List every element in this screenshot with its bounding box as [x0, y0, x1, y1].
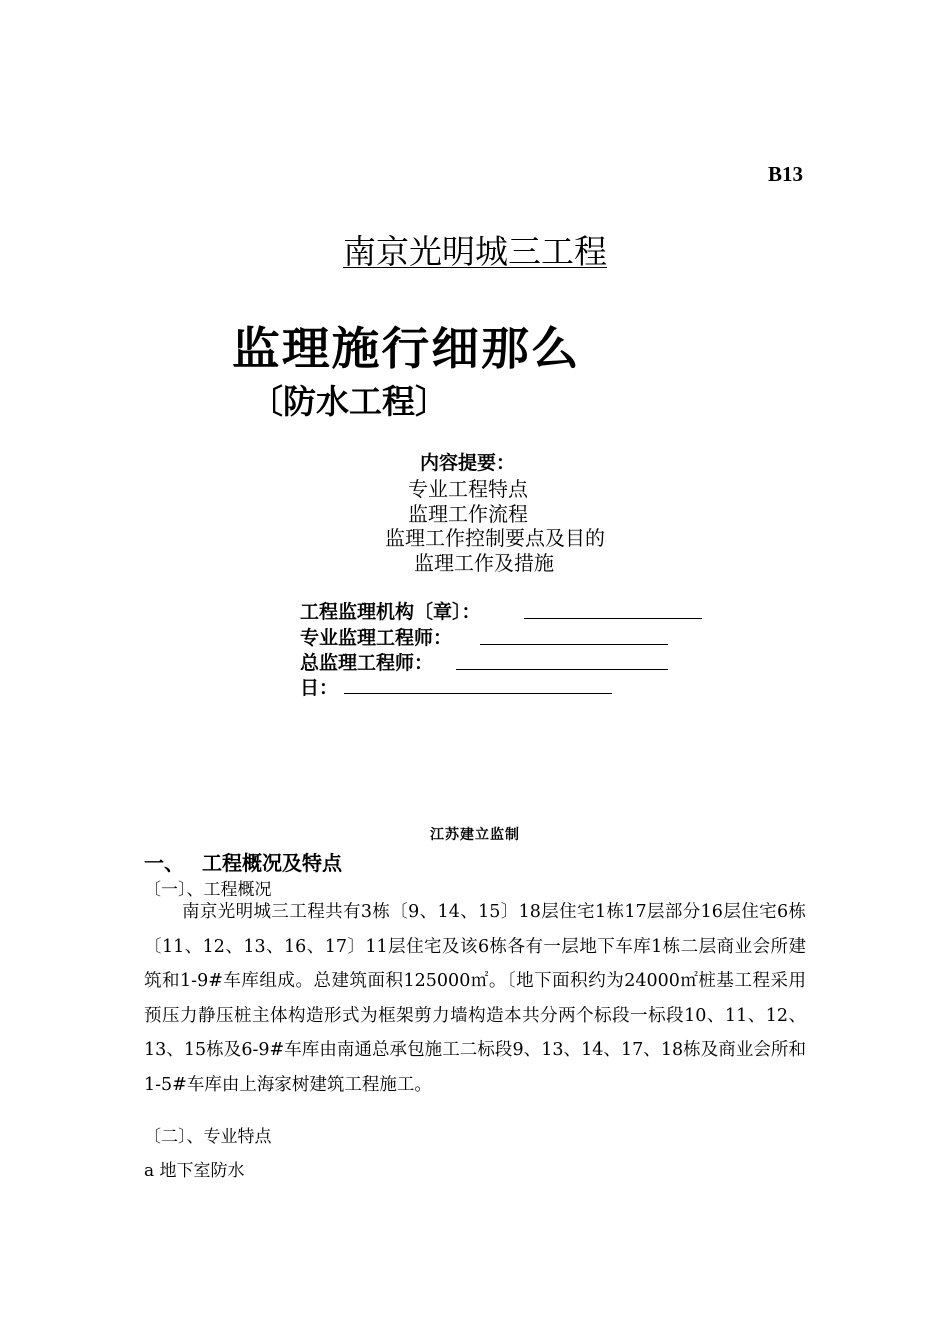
signature-org-label: 工程监理机构〔章〕： [300, 601, 481, 623]
subsection-heading: 〔二〕、专业特点 [144, 1127, 272, 1147]
signature-date-label: 日： [300, 677, 339, 699]
document-title: 监理施行细那么 [232, 322, 581, 375]
section-heading [144, 847, 342, 876]
signature-specialist-label: 专业监理工程师： [300, 627, 453, 649]
summary-item: 监理工作流程 [408, 502, 528, 526]
supervising-organization: 江苏建立监制 [430, 827, 520, 843]
summary-item: 监理工作控制要点及目的 [385, 526, 605, 550]
signature-chief-line [456, 669, 668, 670]
signature-org-line [524, 618, 702, 619]
list-item: a 地下室防水 [144, 1161, 245, 1181]
summary-item: 监理工作及措施 [414, 551, 554, 575]
section-number: 一、 [144, 851, 184, 875]
summary-heading: 内容提要： [420, 452, 516, 474]
signature-date-line [344, 693, 612, 694]
signature-chief-label: 总监理工程师： [300, 652, 434, 674]
subsection-heading: 〔一〕、工程概况 [144, 880, 272, 900]
signature-specialist-line [480, 644, 668, 645]
section-title: 工程概况及特点 [202, 851, 342, 875]
project-name: 南京光明城三工程 [343, 232, 607, 271]
summary-item: 专业工程特点 [408, 477, 528, 501]
overview-paragraph: 南京光明城三工程共有3栋〔9、14、15〕18层住宅1栋17层部分16层住宅6栋〔11、12、13、16、17〕11层住宅及该6栋各有一层地下车库1栋二层商业会所建筑和1-9#车库组成。总建筑面积125000㎡。〔地下面积约为24000㎡桩基工程采用预压力静压桩主体构造形式为框架剪力墙构造本共分两个标段一标段10、11、12、13、15栋及6-9#车库由南通总承包施工二标段9、13、14、17、18栋及商业会所和1-5#车库由上海家树建筑工程施工。 [144, 902, 806, 1095]
document-subtitle: 〔防水工程〕 [250, 382, 448, 421]
document-code: B13 [768, 162, 804, 186]
